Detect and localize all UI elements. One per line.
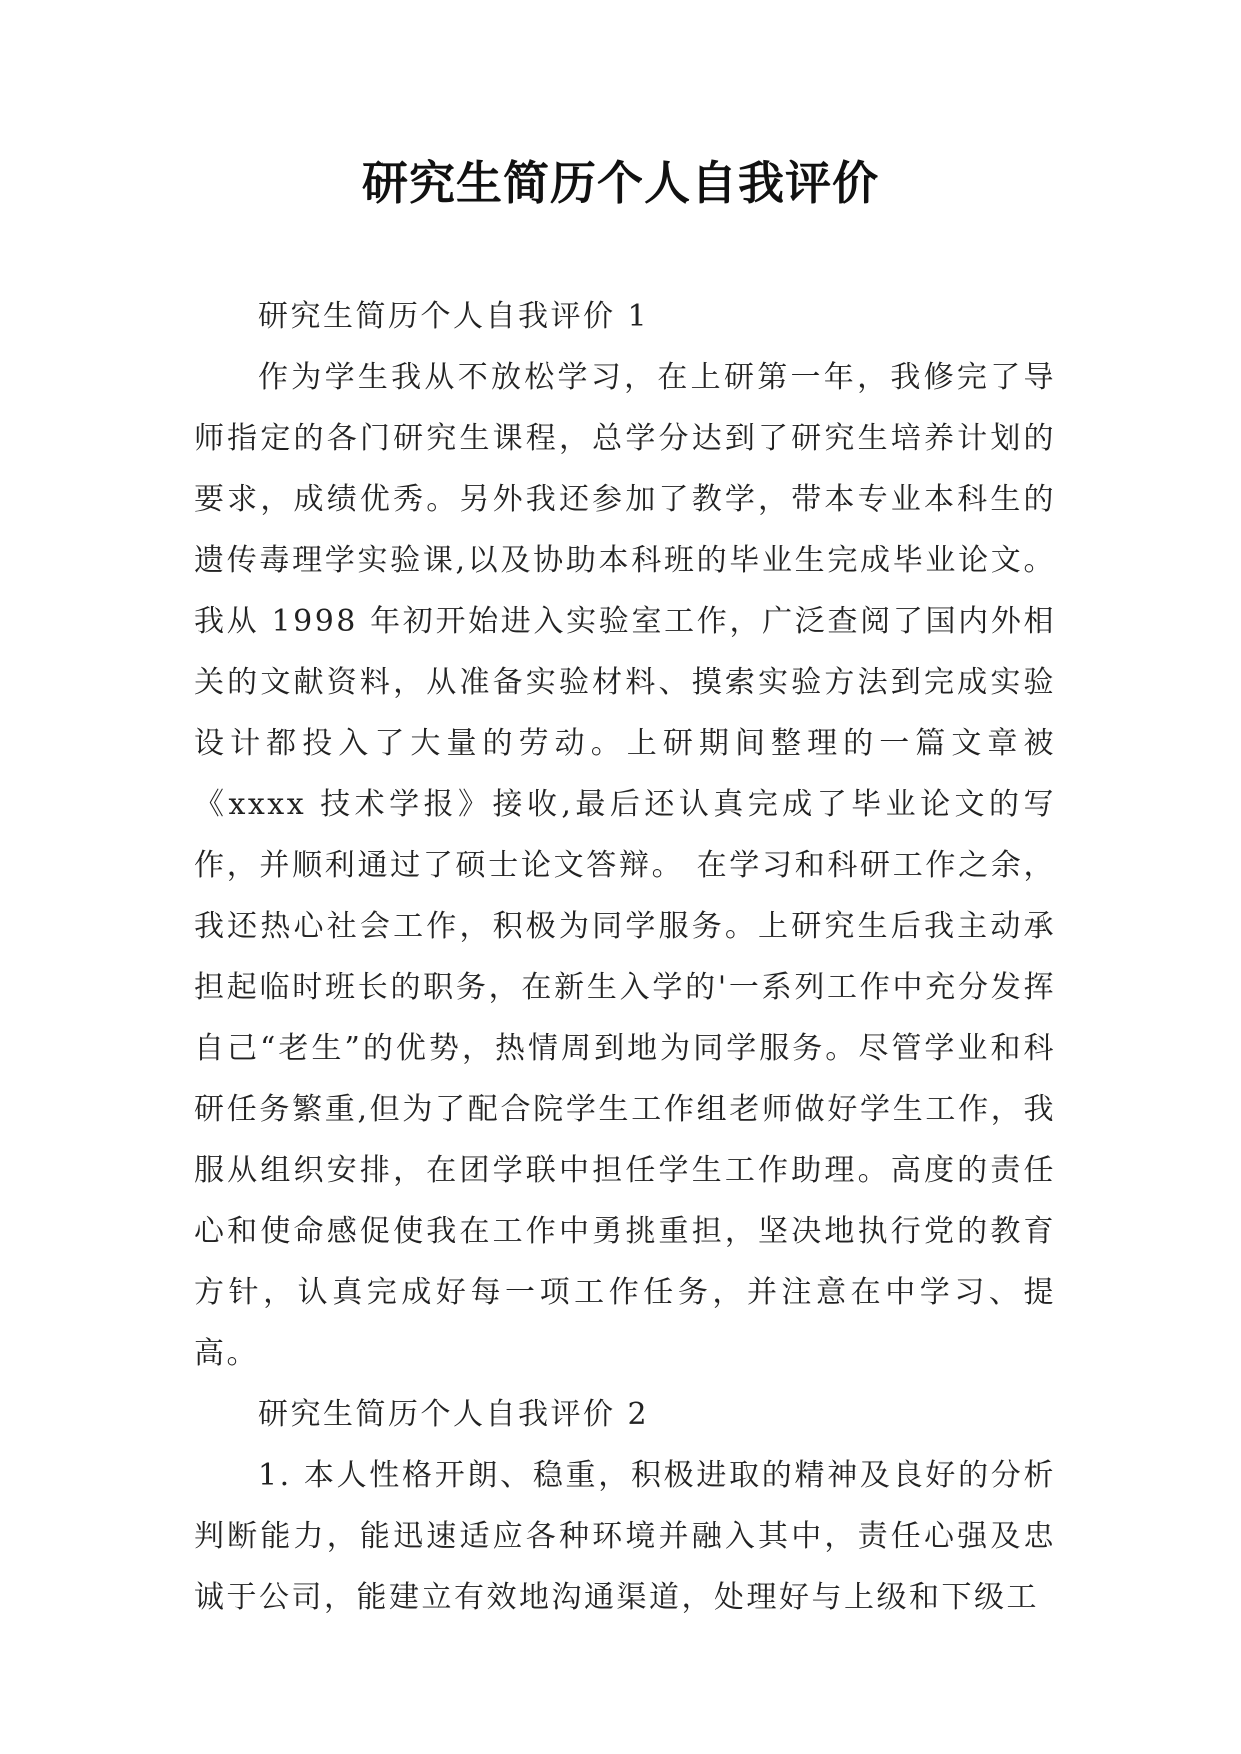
document-body xyxy=(194,286,1056,1628)
section-1-paragraph: 作为学生我从不放松学习，在上研第一年，我修完了导师指定的各门研究生课程，总学分达到了研究生培养计划的要求，成绩优秀。另外我还参加了教学，带本专业本科生的遗传毒理学实验课,以及协助本科班的毕业生完成毕业论文。我从 1998 年初开始进入实验室工作，广泛查阅了国内外相关的文献资料，从准备实验材料、摸索实验方法到完成实验设计都投入了大量的劳动。上研期间整理的一篇文章被《xxxx 技术学报》接收,最后还认真完成了毕业论文的写作，并顺利通过了硕士论文答辩。 在学习和科研工作之余，我还热心社会工作，积极为同学服务。上研究生后我主动承担起临时班长的职务，在新生入学的'一系列工作中充分发挥自己“老生”的优势，热情周到地为同学服务。尽管学业和科研任务繁重,但为了配合院学生工作组老师做好学生工作，我服从组织安排，在团学联中担任学生工作助理。高度的责任心和使命感促使我在工作中勇挑重担，坚决地执行党的教育方针，认真完成好每一项工作任务，并注意在中学习、提高。 xyxy=(194,360,1056,1371)
section-1-heading: 研究生简历个人自我评价 1 xyxy=(258,299,650,334)
section-2-heading: 研究生简历个人自我评价 2 xyxy=(258,1397,650,1432)
section-2-paragraph: 1. 本人性格开朗、稳重，积极进取的精神及良好的分析判断能力，能迅速适应各种环境并融入其中，责任心强及忠诚于公司，能建立有效地沟通渠道，处理好与上级和下级工 xyxy=(194,1458,1056,1615)
document-title: 研究生简历个人自我评价 xyxy=(362,156,879,210)
